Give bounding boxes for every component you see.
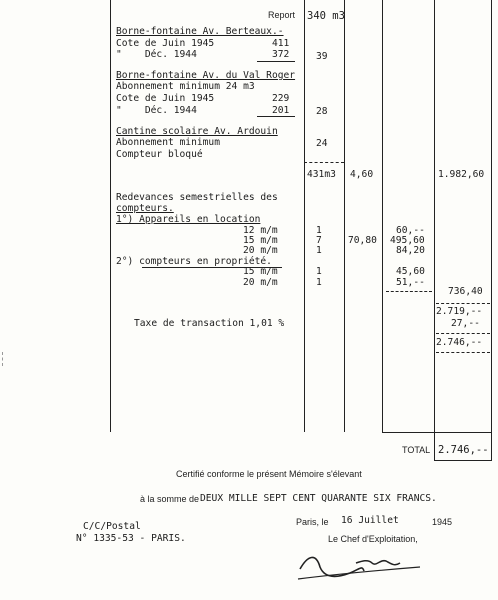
redevances-sum-rule — [386, 291, 432, 293]
redevances-title: Redevances semestrielles des — [116, 192, 278, 203]
total-volume: 431m3 — [307, 169, 336, 180]
certification-place: Paris, le — [296, 517, 329, 527]
certification-date: 16 Juillet — [341, 515, 399, 526]
cantine-line1: Abonnement minimum — [116, 137, 220, 148]
valroger-subtitle: Abonnement minimum 24 m3 — [116, 81, 255, 92]
valroger-line2-value: 201 — [272, 105, 290, 116]
valroger-title: Borne-fontaine Av. du Val Roger — [116, 70, 296, 81]
group2-size: 15 m/m — [243, 266, 278, 277]
postal-line2: N° 1335-53 - PARIS. — [76, 533, 186, 544]
berteaux-line2-value: 372 — [272, 49, 290, 60]
berteaux-line2-label: " Déc. 1944 — [116, 49, 197, 60]
column-rule-volume — [304, 0, 305, 432]
group1-qty: 7 — [316, 235, 322, 246]
certification-prefix: à la somme de — [140, 494, 200, 504]
water-amount: 1.982,60 — [438, 169, 485, 180]
grand-underline — [436, 352, 490, 354]
column-rule-price — [344, 0, 345, 432]
group1-qty: 1 — [316, 245, 322, 256]
summary-sum: 2.719,-- — [436, 306, 483, 317]
group2-title: 2°) compteurs en propriété. — [116, 256, 272, 267]
valroger-line2-label: " Déc. 1944 — [116, 105, 197, 116]
certification-amount: DEUX MILLE SEPT CENT QUARANTE SIX FRANCS. — [200, 493, 437, 504]
group1-qty: 1 — [316, 225, 322, 236]
column-rule-left — [110, 0, 111, 432]
group2-qty: 1 — [316, 266, 322, 277]
group1-price: 70,80 — [348, 235, 377, 246]
subtotal-rule — [436, 303, 490, 305]
report-label: Report — [268, 10, 296, 20]
postal-line1: C/C/Postal — [83, 521, 141, 532]
column-rule-total — [434, 0, 435, 460]
signature-scribble — [290, 545, 440, 585]
total-value: 2.746,-- — [438, 444, 489, 456]
cantine-consumption: 24 — [316, 138, 328, 149]
total-label: TOTAL — [402, 445, 431, 455]
group1-amount: 495,60 — [390, 235, 425, 246]
cantine-line2: Compteur bloqué — [116, 149, 203, 160]
group2-size: 20 m/m — [243, 277, 278, 288]
berteaux-line1-label: Cote de Juin 1945 — [116, 38, 215, 49]
report-value: 340 m3 — [307, 10, 345, 22]
redevances-title2: compteurs. — [116, 203, 174, 214]
group1-amount: 60,-- — [396, 225, 425, 236]
volume-sum-rule — [304, 162, 344, 164]
column-rule-right — [491, 0, 492, 460]
column-rule-amount — [382, 0, 383, 432]
berteaux-subtraction-rule — [257, 61, 295, 62]
berteaux-title: Borne-fontaine Av. Berteaux.- — [116, 26, 284, 37]
punch-hole-marks — [2, 352, 7, 366]
group1-size: 20 m/m — [243, 245, 278, 256]
cantine-title: Cantine scolaire Av. Ardouin — [116, 126, 278, 137]
group1-amount: 84,20 — [396, 245, 425, 256]
group1-title: 1°) Appareils en location — [116, 214, 261, 225]
unit-price: 4,60 — [350, 169, 374, 180]
berteaux-consumption: 39 — [316, 51, 328, 62]
certification-year: 1945 — [432, 517, 453, 527]
valroger-line1-value: 229 — [272, 93, 290, 104]
grand-sum-rule — [436, 333, 490, 335]
certification-line1: Certifié conforme le présent Mémoire s'élevant — [176, 469, 362, 479]
group2-amount: 45,60 — [396, 266, 425, 277]
group1-size: 15 m/m — [243, 235, 278, 246]
valroger-line1-label: Cote de Juin 1945 — [116, 93, 215, 104]
summary-grand: 2.746,-- — [436, 337, 483, 348]
redevances-subtotal: 736,40 — [448, 286, 483, 297]
group2-qty: 1 — [316, 277, 322, 288]
signatory-title: Le Chef d'Exploitation, — [328, 534, 418, 544]
tax-amount: 27,-- — [451, 318, 480, 329]
tax-label: Taxe de transaction 1,01 % — [134, 318, 285, 329]
group1-size: 12 m/m — [243, 225, 278, 236]
valroger-subtraction-rule — [257, 116, 295, 117]
berteaux-line1-value: 411 — [272, 38, 290, 49]
total-box-top-rule — [382, 432, 492, 433]
group2-amount: 51,-- — [396, 277, 425, 288]
total-box-bottom-rule — [434, 460, 492, 461]
valroger-consumption: 28 — [316, 106, 328, 117]
